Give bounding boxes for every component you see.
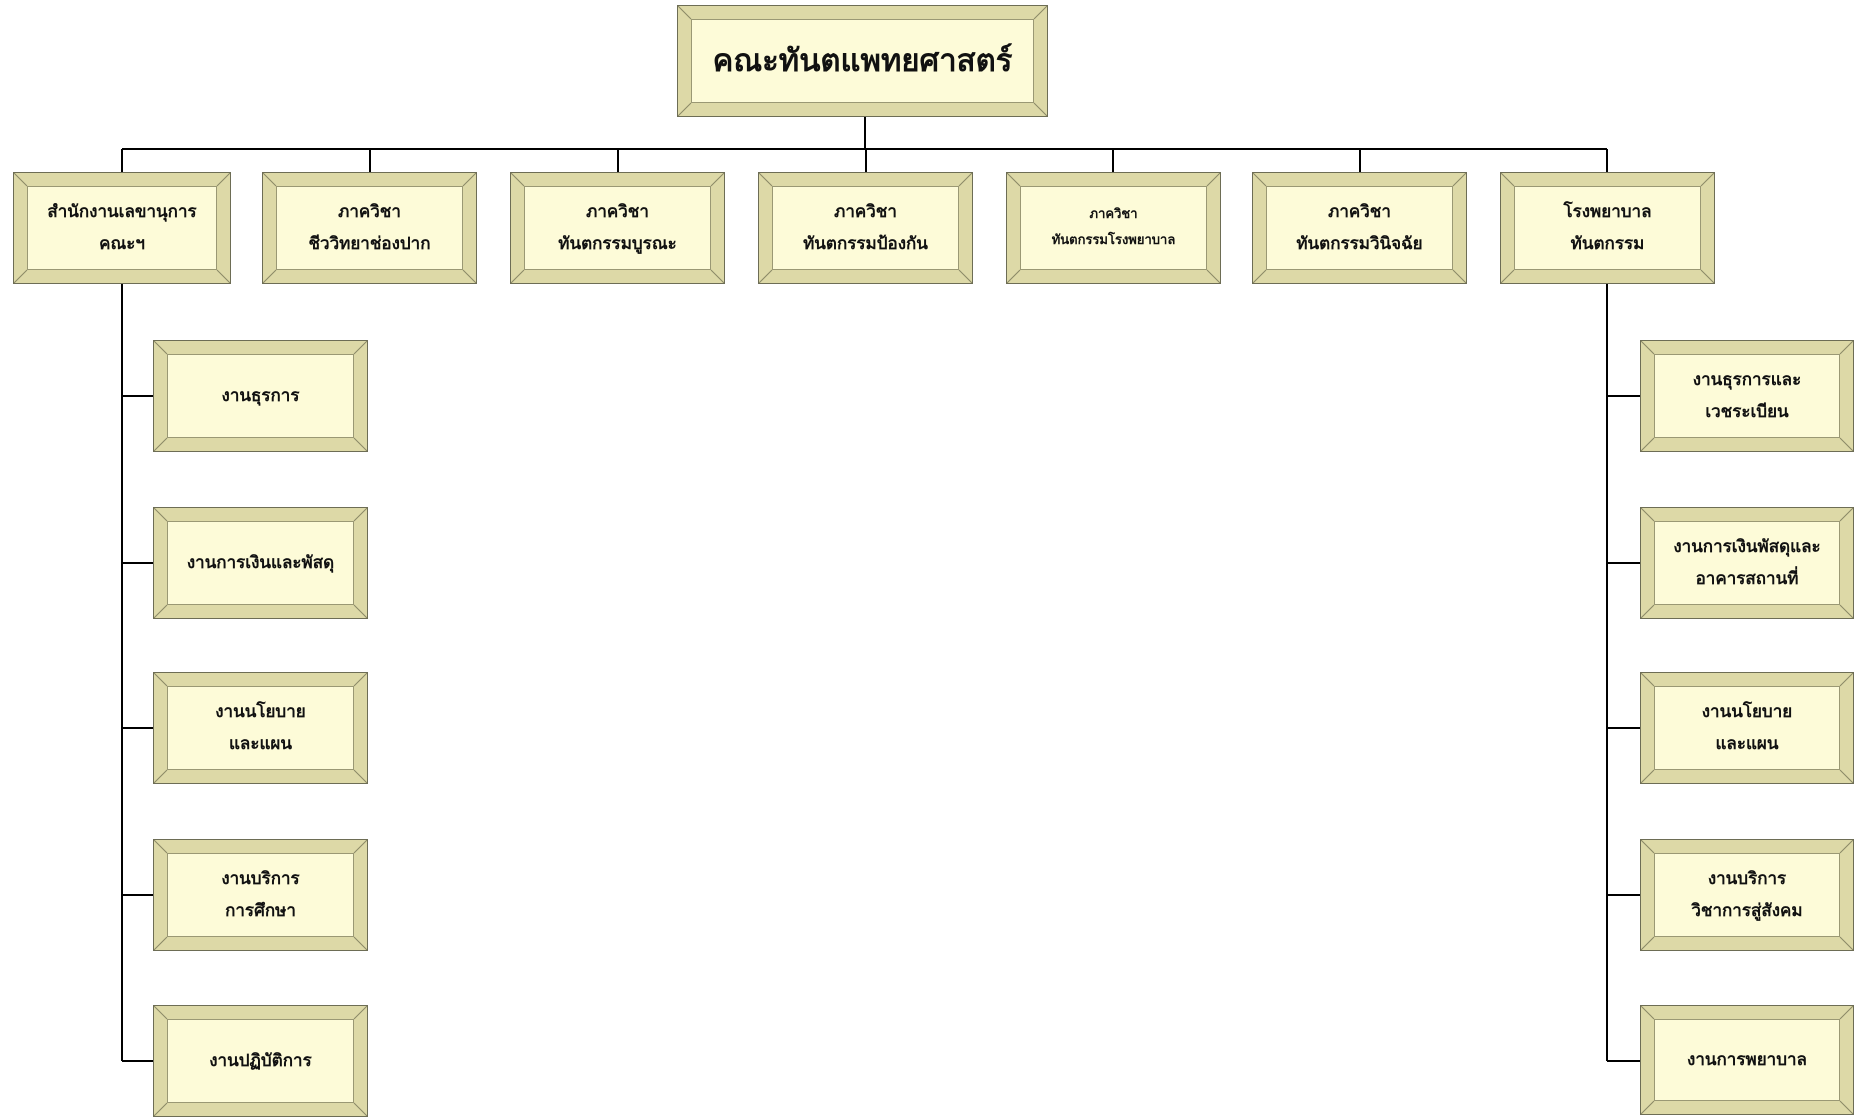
bevel-corner-line [1641,438,1654,451]
org-box-face [27,186,217,270]
org-box-hospital [1500,172,1715,284]
bevel-corner-line [1840,508,1853,521]
box-label-line1: งานการเงินและพัสดุ [186,553,335,573]
bevel-corner-line [354,438,367,451]
bevel-corner-line [154,1006,167,1019]
bevel-corner-line [354,605,367,618]
bevel-corner-line [1641,508,1654,521]
org-box-face [1654,1019,1840,1101]
bevel-corner-line [154,508,167,521]
bevel-corner-line [1641,840,1654,853]
bevel-corner-line [1641,1006,1654,1019]
box-label-line2: การศึกษา [225,901,296,921]
org-box-face [691,19,1034,103]
bevel-corner-line [1641,937,1654,950]
bevel-corner-line [1840,937,1853,950]
bevel-corner-line [1840,1006,1853,1019]
box-label-line2: คณะฯ [99,234,145,254]
bevel-corner-line [1840,1101,1853,1114]
org-box-faculty [677,5,1048,117]
bevel-corner-line [463,173,476,186]
org-box-face [167,1019,354,1103]
bevel-corner-line [1641,673,1654,686]
bevel-corner-line [154,341,167,354]
box-label-line1: งานการพยาบาล [1687,1050,1807,1070]
bevel-corner-line [1641,1101,1654,1114]
org-box-face [1020,186,1207,270]
box-label-line1: สำนักงานเลขานุการ [47,202,197,222]
box-label-line1: ภาควิชา [338,202,401,222]
bevel-corner-line [959,270,972,283]
bevel-corner-line [711,270,724,283]
bevel-corner-line [1840,673,1853,686]
bevel-corner-line [463,270,476,283]
org-box-diagnostic [1252,172,1467,284]
bevel-corner-line [1253,270,1266,283]
bevel-corner-line [1641,605,1654,618]
box-label-line2: ทันตกรรมบูรณะ [558,234,677,254]
box-label-line1: งานปฏิบัติการ [209,1051,312,1071]
box-label-line1: ภาควิชา [1089,207,1138,222]
bevel-corner-line [1007,270,1020,283]
bevel-corner-line [1501,173,1514,186]
box-label-line1: งานนโยบาย [1701,702,1793,722]
bevel-corner-line [511,173,524,186]
org-box-hospital-unit [1640,507,1854,619]
bevel-corner-line [354,1103,367,1116]
bevel-corner-line [678,6,691,19]
bevel-corner-line [154,605,167,618]
bevel-corner-line [1840,840,1853,853]
bevel-corner-line [1641,770,1654,783]
box-label-line1: ภาควิชา [1328,202,1391,222]
org-box-secretariat-unit [153,1005,368,1117]
bevel-corner-line [217,270,230,283]
bevel-corner-line [1840,341,1853,354]
bevel-corner-line [354,937,367,950]
box-label-line1: งานบริการ [1707,869,1787,889]
bevel-corner-line [1034,6,1047,19]
box-label-line1: งานบริการ [221,869,300,889]
org-box-hospital-dentistry [1006,172,1221,284]
box-label-line2: ชีววิทยาช่องปาก [308,234,431,254]
bevel-corner-line [354,770,367,783]
bevel-corner-line [154,770,167,783]
box-label-line1: งานนโยบาย [215,702,306,722]
bevel-corner-line [263,173,276,186]
org-box-face [1514,186,1701,270]
bevel-corner-line [1453,173,1466,186]
org-box-restorative [510,172,725,284]
org-box-face [1654,521,1840,605]
org-box-face [1266,186,1453,270]
box-label-line1: ภาควิชา [834,202,897,222]
bevel-corner-line [711,173,724,186]
box-label-line2: ทันตกรรมวินิจฉัย [1296,234,1423,254]
bevel-corner-line [759,270,772,283]
org-box-hospital-unit [1640,672,1854,784]
org-box-face [772,186,959,270]
box-label-line2: ทันตกรรมโรงพยาบาล [1051,233,1176,248]
org-box-preventive [758,172,973,284]
faculty-title: คณะทันตแพทยศาสตร์ [712,43,1013,79]
bevel-corner-line [1207,173,1220,186]
bevel-corner-line [354,508,367,521]
bevel-corner-line [1007,173,1020,186]
bevel-corner-line [678,103,691,116]
bevel-corner-line [154,937,167,950]
org-box-secretariat [13,172,231,284]
box-label-line2: และแผน [1715,734,1779,754]
bevel-corner-line [1701,173,1714,186]
org-box-face [524,186,711,270]
bevel-corner-line [154,673,167,686]
org-box-face [1654,853,1840,937]
bevel-corner-line [354,341,367,354]
bevel-corner-line [354,673,367,686]
bevel-corner-line [1641,341,1654,354]
box-label-line1: ภาควิชา [586,202,649,222]
bevel-corner-line [1840,605,1853,618]
bevel-corner-line [217,173,230,186]
org-box-hospital-unit [1640,340,1854,452]
bevel-corner-line [1840,438,1853,451]
org-box-face [1654,686,1840,770]
box-label-line2: เวชระเบียน [1705,402,1789,422]
bevel-corner-line [511,270,524,283]
org-box-face [276,186,463,270]
bevel-corner-line [14,173,27,186]
org-box-secretariat-unit [153,672,368,784]
bevel-corner-line [1840,770,1853,783]
bevel-corner-line [1207,270,1220,283]
bevel-corner-line [263,270,276,283]
bevel-corner-line [1701,270,1714,283]
bevel-corner-line [154,1103,167,1116]
box-label-line2: วิชาการสู่สังคม [1691,901,1803,921]
org-box-hospital-unit [1640,839,1854,951]
box-label-line2: ทันตกรรมป้องกัน [803,234,928,254]
org-box-secretariat-unit [153,507,368,619]
org-box-secretariat-unit [153,839,368,951]
bevel-corner-line [154,438,167,451]
bevel-corner-line [759,173,772,186]
org-box-secretariat-unit [153,340,368,452]
bevel-corner-line [959,173,972,186]
org-box-oral-biology [262,172,477,284]
org-box-hospital-unit [1640,1005,1854,1115]
bevel-corner-line [354,840,367,853]
org-box-face [167,354,354,438]
box-label-line1: งานการเงินพัสดุและ [1673,537,1821,557]
bevel-corner-line [1501,270,1514,283]
bevel-corner-line [1453,270,1466,283]
org-box-face [1654,354,1840,438]
bevel-corner-line [354,1006,367,1019]
bevel-corner-line [1034,103,1047,116]
box-label-line2: และแผน [228,734,293,754]
box-label-line1: งานธุรการและ [1692,370,1802,390]
box-label-line2: อาคารสถานที่ [1695,569,1799,589]
bevel-corner-line [1253,173,1266,186]
org-box-face [167,521,354,605]
box-label-line1: โรงพยาบาล [1563,202,1652,222]
org-box-face [167,686,354,770]
bevel-corner-line [14,270,27,283]
org-box-face [167,853,354,937]
box-label-line1: งานธุรการ [221,386,300,406]
bevel-corner-line [154,840,167,853]
box-label-line2: ทันตกรรม [1570,234,1645,254]
